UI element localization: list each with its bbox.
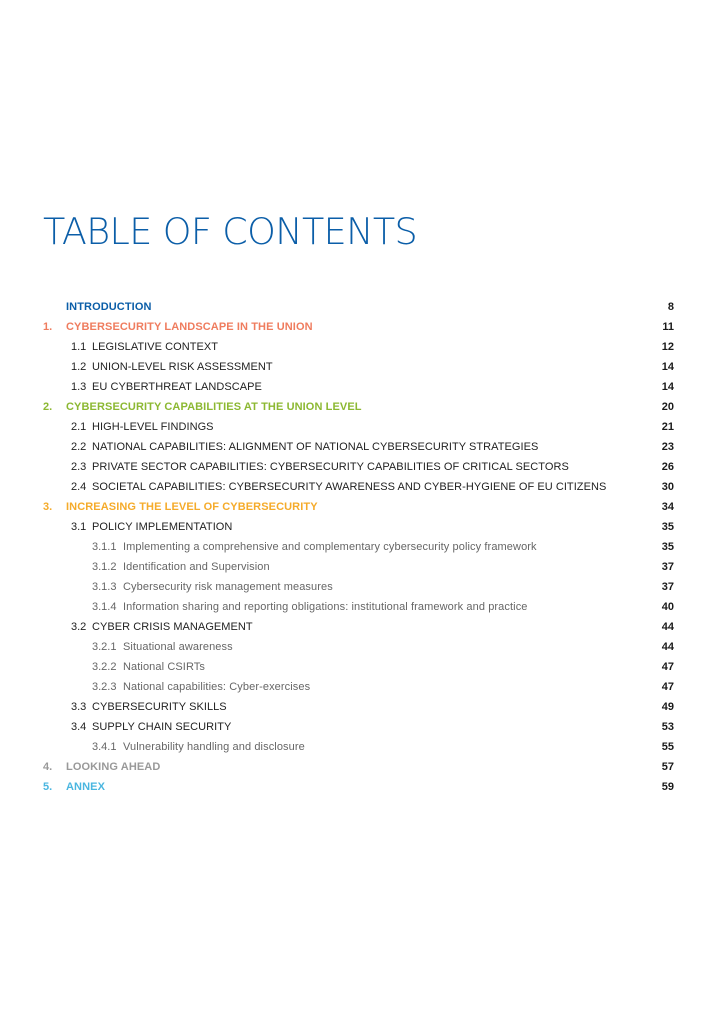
toc-entry-number: 3.2.3 — [92, 681, 117, 693]
toc-entry[interactable] — [0, 597, 724, 617]
toc-entry-number: 3.1.2 — [92, 561, 117, 573]
toc-entry[interactable] — [0, 297, 724, 317]
toc-entry-number: 5. — [43, 781, 53, 793]
toc-entry-number: 3.1.4 — [92, 601, 117, 613]
toc-entry-number: 1.2 — [71, 361, 87, 373]
toc-entry-page: 57 — [661, 761, 674, 773]
toc-entry[interactable] — [0, 577, 724, 597]
toc-entry-number: 4. — [43, 761, 53, 773]
toc-entry-page: 21 — [661, 421, 674, 433]
toc-entry-label: UNION-LEVEL RISK ASSESSMENT — [92, 361, 273, 373]
toc-entry-label: HIGH-LEVEL FINDINGS — [92, 421, 214, 433]
toc-entry[interactable] — [0, 537, 724, 557]
toc-entry-number: 3.3 — [71, 701, 87, 713]
toc-entry-page: 34 — [661, 501, 674, 513]
toc-entry-label: EU CYBERTHREAT LANDSCAPE — [92, 381, 262, 393]
toc-entry-number: 3.1.1 — [92, 541, 117, 553]
toc-entry-number: 2.2 — [71, 441, 87, 453]
table-of-contents — [0, 297, 724, 797]
toc-entry[interactable] — [0, 517, 724, 537]
toc-entry-page: 44 — [661, 641, 674, 653]
toc-entry[interactable] — [0, 697, 724, 717]
toc-entry-label: Information sharing and reporting obligations: institutional framework and practice — [123, 601, 528, 613]
toc-entry-page: 35 — [661, 521, 674, 533]
toc-entry-number: 3.4.1 — [92, 741, 117, 753]
toc-entry-label: LEGISLATIVE CONTEXT — [92, 341, 219, 353]
toc-entry[interactable] — [0, 477, 724, 497]
toc-entry-page: 8 — [667, 301, 674, 313]
toc-entry-label: INTRODUCTION — [66, 301, 152, 313]
toc-entry-page: 14 — [661, 361, 674, 373]
toc-entry-label: National capabilities: Cyber-exercises — [123, 681, 311, 693]
toc-entry-label: Implementing a comprehensive and complementary cybersecurity policy framework — [123, 541, 537, 553]
toc-entry[interactable] — [0, 737, 724, 757]
page-title: TABLE OF CONTENTS — [43, 210, 418, 253]
toc-entry[interactable] — [0, 757, 724, 777]
toc-entry-label: SUPPLY CHAIN SECURITY — [92, 721, 232, 733]
toc-entry[interactable] — [0, 397, 724, 417]
toc-entry-page: 26 — [661, 461, 674, 473]
toc-entry-number: 3. — [43, 501, 53, 513]
toc-entry-label: Vulnerability handling and disclosure — [123, 741, 305, 753]
toc-entry-page: 40 — [661, 601, 674, 613]
toc-entry-label: Identification and Supervision — [123, 561, 270, 573]
toc-entry[interactable] — [0, 337, 724, 357]
toc-entry-label: LOOKING AHEAD — [66, 761, 161, 773]
toc-entry-page: 11 — [662, 321, 674, 333]
toc-entry-number: 3.2.2 — [92, 661, 117, 673]
toc-entry-page: 30 — [661, 481, 674, 493]
toc-entry-page: 35 — [661, 541, 674, 553]
toc-entry-number: 1.1 — [71, 341, 87, 353]
toc-entry-label: Situational awareness — [123, 641, 233, 653]
toc-entry[interactable] — [0, 377, 724, 397]
toc-entry-number: 2.4 — [71, 481, 87, 493]
toc-entry-number: 3.1.3 — [92, 581, 117, 593]
toc-entry-page: 37 — [661, 581, 674, 593]
toc-entry-number: 3.2.1 — [92, 641, 117, 653]
toc-entry-number: 2.1 — [71, 421, 87, 433]
toc-entry-label: National CSIRTs — [123, 661, 205, 673]
toc-entry-page: 47 — [661, 661, 674, 673]
toc-entry-number: 3.4 — [71, 721, 87, 733]
toc-entry-label: PRIVATE SECTOR CAPABILITIES: CYBERSECURITY CAPABILITIES OF CRITICAL SECTORS — [92, 461, 569, 473]
toc-entry-label: NATIONAL CAPABILITIES: ALIGNMENT OF NATIONAL CYBERSECURITY STRATEGIES — [92, 441, 539, 453]
toc-entry-page: 59 — [661, 781, 674, 793]
toc-entry-page: 49 — [661, 701, 674, 713]
toc-entry-page: 53 — [661, 721, 674, 733]
toc-entry-number: 1. — [43, 321, 53, 333]
toc-entry-page: 12 — [661, 341, 674, 353]
toc-entry[interactable] — [0, 497, 724, 517]
toc-entry-label: POLICY IMPLEMENTATION — [92, 521, 233, 533]
toc-entry-number: 3.1 — [71, 521, 87, 533]
toc-entry-number: 2.3 — [71, 461, 87, 473]
toc-entry-label: CYBERSECURITY LANDSCAPE IN THE UNION — [66, 321, 313, 333]
toc-entry[interactable] — [0, 657, 724, 677]
toc-entry[interactable] — [0, 717, 724, 737]
toc-entry[interactable] — [0, 777, 724, 797]
toc-entry-label: CYBERSECURITY CAPABILITIES AT THE UNION LEVEL — [66, 401, 362, 413]
toc-entry[interactable] — [0, 357, 724, 377]
toc-entry[interactable] — [0, 437, 724, 457]
toc-entry-page: 20 — [661, 401, 674, 413]
toc-entry-page: 44 — [661, 621, 674, 633]
toc-entry[interactable] — [0, 457, 724, 477]
toc-entry-page: 37 — [661, 561, 674, 573]
toc-entry-label: CYBER CRISIS MANAGEMENT — [92, 621, 253, 633]
toc-entry-label: Cybersecurity risk management measures — [123, 581, 333, 593]
toc-entry[interactable] — [0, 417, 724, 437]
toc-entry[interactable] — [0, 677, 724, 697]
toc-entry[interactable] — [0, 317, 724, 337]
toc-entry-number: 1.3 — [71, 381, 87, 393]
toc-entry[interactable] — [0, 557, 724, 577]
toc-entry[interactable] — [0, 617, 724, 637]
toc-entry-page: 55 — [661, 741, 674, 753]
toc-entry-page: 23 — [661, 441, 674, 453]
toc-entry[interactable] — [0, 637, 724, 657]
toc-entry-label: INCREASING THE LEVEL OF CYBERSECURITY — [66, 501, 318, 513]
toc-entry-label: ANNEX — [66, 781, 106, 793]
toc-entry-label: CYBERSECURITY SKILLS — [92, 701, 227, 713]
toc-entry-page: 47 — [661, 681, 674, 693]
toc-entry-number: 2. — [43, 401, 53, 413]
toc-entry-number: 3.2 — [71, 621, 87, 633]
toc-entry-page: 14 — [661, 381, 674, 393]
toc-entry-label: SOCIETAL CAPABILITIES: CYBERSECURITY AWARENESS AND CYBER-HYGIENE OF EU CITIZENS — [92, 481, 607, 493]
